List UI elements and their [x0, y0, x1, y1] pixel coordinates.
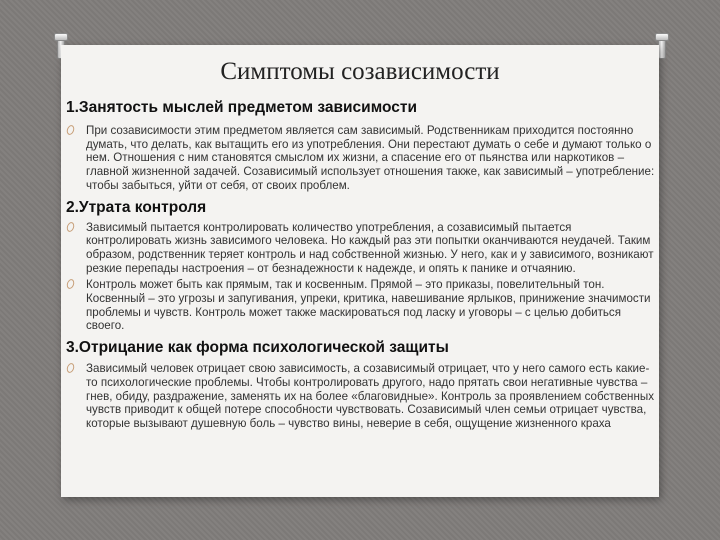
bullet-item [66, 221, 656, 276]
bullet-item [66, 362, 656, 431]
bullet-icon [66, 221, 76, 233]
bullet-text: Контроль может быть как прямым, так и косвенным. Прямой – это приказы, повелительный тон. Косвенный – это угрозы и запугивания, упреки, критика, навешивание ярлыков, принижение значимости проблемы и чувств. Контроль может также маскироваться под ласку и уговоры – с целью добиться своего. [86, 278, 651, 333]
section-heading-preoccupation: 1.Занятость мыслей предметом зависимости [66, 99, 417, 116]
slide-content [66, 98, 656, 431]
bullet-text: Зависимый человек отрицает свою зависимость, а созависимый отрицает, что у него самого есть какие-то психологические проблемы. Чтобы контролировать другого, надо прятать свои негативные чувства – гнев, обиду, раздражение, заменять их на более «благовидные». Контроль за проявлением собственных чувств приводит к общей потере способности чувствовать. Созависимый член семьи отрицает чувства, которые вызывают душевную боль – чувство вины, неверие в себя, ощущение жизненного краха [86, 362, 654, 430]
bullet-text: Зависимый пытается контролировать количество употребления, а созависимый пытается контролировать жизнь зависимого человека. Но каждый раз эти попытки оканчиваются неудачей. Таким образом, родственник теряет контроль и над собственной жизнью. У него, как и у зависимого, возникают резкие перепады настроения – от безнадежности к надежде, и опять к панике и отчаянию. [86, 220, 654, 275]
bullet-icon [66, 278, 76, 290]
bullet-text: При созависимости этим предметом является сам зависимый. Родственникам приходится постоянно думать, что делать, как вытащить его из употребления. Они перестают думать о себе и думают только о нем. Отношения с ним становятся смыслом их жизни, а спасение его от пьянства или наркотиков – главной жизненной задачей. Созависимый использует отношения также, как зависимый – употребление: чтобы забыться, уйти от себя, от своих проблем. [86, 124, 655, 192]
slide-title: Симптомы созависимости [220, 58, 500, 85]
section-heading-denial: 3.Отрицание как форма психологической защиты [66, 339, 449, 357]
bullet-icon [66, 362, 76, 374]
bullet-item [66, 124, 656, 193]
bullet-icon [66, 124, 76, 136]
bullet-item [66, 278, 656, 333]
section-heading-loss-of-control: 2.Утрата контроля [66, 198, 207, 216]
